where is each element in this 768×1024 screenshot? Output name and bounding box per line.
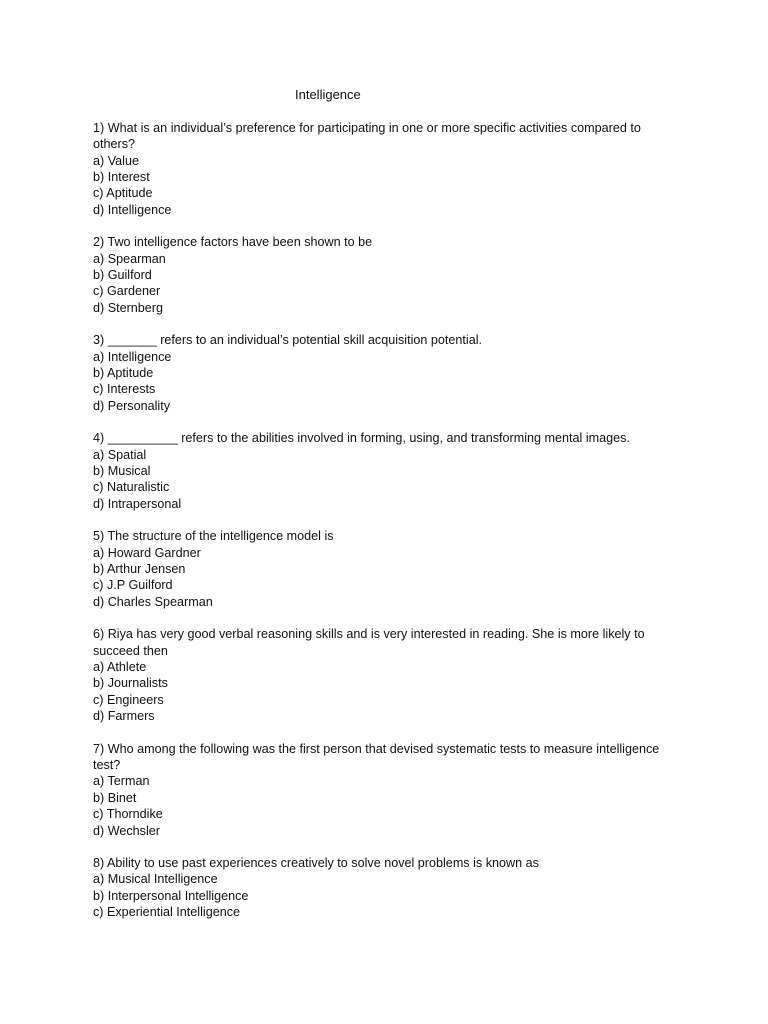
- answer-option: b) Musical: [93, 464, 151, 479]
- answer-option: c) J.P Guilford: [93, 578, 173, 593]
- answer-option: a) Value: [93, 153, 139, 168]
- answer-option: b) Interpersonal Intelligence: [93, 888, 249, 903]
- answer-option: d) Intrapersonal: [93, 496, 182, 511]
- question-text: 8) Ability to use past experiences creatively to solve novel problems is known as: [93, 856, 539, 871]
- answer-option: a) Spearman: [93, 251, 166, 266]
- answer-option: a) Spatial: [93, 447, 147, 462]
- answer-option: b) Journalists: [93, 676, 168, 691]
- answer-option: d) Farmers: [93, 709, 155, 724]
- answer-option: b) Interest: [93, 170, 150, 185]
- answer-option: d) Intelligence: [93, 202, 172, 217]
- answer-option: a) Musical Intelligence: [93, 872, 218, 887]
- question-text: 2) Two intelligence factors have been shown to be: [93, 235, 373, 250]
- answer-option: a) Intelligence: [93, 349, 172, 364]
- answer-option: b) Guilford: [93, 268, 152, 283]
- answer-options: [93, 871, 683, 920]
- answer-options: [93, 447, 683, 512]
- answer-options: [93, 153, 683, 218]
- answer-option: c) Thorndike: [93, 807, 163, 822]
- answer-option: b) Arthur Jensen: [93, 562, 186, 577]
- question-item: [93, 528, 683, 610]
- question-item: [93, 741, 683, 839]
- answer-option: c) Naturalistic: [93, 480, 170, 495]
- question-text: 3) _______ refers to an individual’s potential skill acquisition potential.: [93, 333, 483, 348]
- question-item: [93, 120, 683, 218]
- question-item: [93, 332, 683, 414]
- question-list: [93, 120, 683, 937]
- answer-option: b) Aptitude: [93, 366, 154, 381]
- answer-option: d) Wechsler: [93, 823, 160, 838]
- question-item: [93, 234, 683, 316]
- question-item: [93, 855, 683, 920]
- question-text: 5) The structure of the intelligence model is: [93, 529, 334, 544]
- question-item: [93, 626, 683, 724]
- page-title: Intelligence: [295, 87, 361, 102]
- question-text: 6) Riya has very good verbal reasoning skills and is very interested in reading. She is more likely to succeed then: [93, 627, 645, 658]
- answer-option: a) Howard Gardner: [93, 545, 201, 560]
- answer-option: d) Charles Spearman: [93, 594, 213, 609]
- question-text: 7) Who among the following was the first person that devised systematic tests to measure intelligence test?: [93, 741, 660, 773]
- answer-options: [93, 773, 683, 838]
- answer-option: b) Binet: [93, 790, 137, 805]
- answer-options: [93, 545, 683, 610]
- answer-option: c) Interests: [93, 382, 156, 397]
- question-text: 4) __________ refers to the abilities involved in forming, using, and transforming mental images.: [93, 431, 630, 446]
- question-text: 1) What is an individual’s preference for participating in one or more specific activities compared to others?: [93, 121, 641, 152]
- answer-option: c) Engineers: [93, 692, 164, 707]
- answer-option: d) Personality: [93, 398, 170, 413]
- answer-options: [93, 251, 683, 316]
- question-item: [93, 430, 683, 512]
- answer-option: c) Gardener: [93, 284, 161, 299]
- answer-options: [93, 659, 683, 724]
- answer-option: c) Experiential Intelligence: [93, 905, 241, 920]
- answer-options: [93, 349, 683, 414]
- answer-option: d) Sternberg: [93, 300, 164, 315]
- answer-option: a) Terman: [93, 774, 150, 789]
- answer-option: c) Aptitude: [93, 186, 153, 201]
- answer-option: a) Athlete: [93, 660, 147, 675]
